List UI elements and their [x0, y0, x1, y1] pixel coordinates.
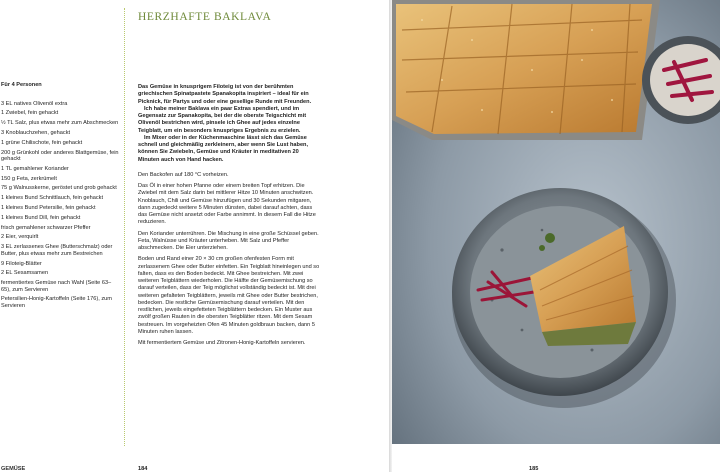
ingredient-item: 1 TL gemahlener Koriander: [1, 165, 69, 172]
method-step: Mit fermentiertem Gemüse und Zitronen-Honig-Kartoffeln servieren.: [138, 340, 306, 346]
ingredient-item: frisch gemahlener schwarzer Pfeffer: [1, 224, 91, 231]
page-number-left: 184: [138, 466, 148, 472]
ingredient-item: Petersilien-Honig-Kartoffeln (Seite 176), zum Servieren: [1, 296, 112, 310]
ingredient-item: 3 EL zerlassenes Ghee (Butterschmalz) oder Butter, plus etwas mehr zum Bestreichen: [1, 244, 113, 257]
ingredient-list: [1, 82, 119, 313]
ingredient-item: 1 kleines Bund Dill, fein gehackt: [1, 214, 81, 221]
ingredient-item: 1 Zwiebel, fein gehackt: [1, 110, 59, 117]
ingredient-item: 75 g Walnusskerne, geröstet und grob gehackt: [1, 185, 117, 192]
intro-paragraph: Das Gemüse in knusprigem Filoteig ist von der berühmten griechischen Spinatpastete Spanakopita inspiriert – ideal für ein Picknick, für Partys und oder eine gesellige Runde mit Freunden.: [138, 84, 312, 105]
ingredient-item: 1 grüne Chilischote, fein gehackt: [1, 139, 83, 146]
ingredient-item: 150 g Feta, zerkrümelt: [1, 175, 57, 182]
method-step: Das Öl in einer hohen Pfanne oder einem breiten Topf erhitzen. Die Zwiebel mit dem Salz darin bei mittlerer Hitze 10 Minuten anschwitzen. Knoblauch, Chili und Gemüse hinzufügen und 30 Sekunden mitgaren, dann zugedeckt weitere 5 Minuten dünsten, dabei darauf achten, dass das Gemüse nicht ansetzt oder Farbe annimmt. In diesem Fall die Hitze reduzieren.: [138, 183, 316, 226]
servings: Für 4 Personen: [1, 82, 42, 88]
chapter-footer: GEMÜSE: [1, 466, 26, 472]
intro-paragraph: Im Mixer oder in der Küchenmaschine lässt sich das Gemüse schnell und gleichmäßig zerkleinern, aber wenn Sie Lust haben, können Sie Zwiebeln, Gemüse und Kräuter in meditativen 20 Minuten auch von Hand hacken.: [138, 134, 309, 163]
baking-tray: [392, 0, 660, 140]
intro-paragraph: Ich habe meiner Baklava ein paar Extras spendiert, und im Gegensatz zur Spanakopita, bei der die oberste Teigschicht mit Olivenöl bestrichen wird, pinsele ich Ghee auf jedes einzelne Teigblatt, um ein besonders knuspriges Ergebnis zu erzielen.: [138, 105, 307, 134]
ingredient-item: 2 EL Sesamsamen: [1, 270, 49, 277]
method-step: Den Backofen auf 180 °C vorheizen.: [138, 171, 229, 178]
ingredient-item: 9 Filoteig-Blätter: [1, 260, 42, 267]
recipe-body: [138, 84, 320, 351]
baklava-photo: [392, 0, 720, 444]
page-number-right: 185: [529, 466, 539, 472]
recipe-title: HERZHAFTE BAKLAVA: [138, 11, 272, 23]
ingredient-item: 3 EL natives Olivenöl extra: [1, 100, 68, 107]
ingredient-item: 3 Knoblauchzehen, gehackt: [1, 129, 71, 136]
ingredient-item: 1 kleines Bund Petersilie, fein gehackt: [1, 205, 96, 211]
ingredient-item: 2 Eier, verquirlt: [1, 234, 39, 241]
ingredient-item: 1 kleines Bund Schnittlauch, fein gehackt: [1, 195, 103, 202]
method-step: Den Koriander unterrühren. Die Mischung in eine große Schüssel geben. Feta, Walnüsse und Kräuter unterheben. Mit Salz und Pfeffer abschmecken. Die Eier unterziehen.: [138, 230, 319, 251]
ingredient-item: fermentiertes Gemüse nach Wahl (Seite 63–65), zum Servieren: [1, 280, 112, 293]
ingredient-item: ½ TL Salz, plus etwas mehr zum Abschmecken: [1, 120, 119, 127]
method-step: Boden und Rand einer 20 × 30 cm großen ofenfesten Form mit zerlassenem Ghee oder Butter einfetten. Ein Teigblatt hineinlegen und so falten, dass es den Boden bedeckt. Mit Ghee bestreichen. Mit zwei weiteren Teigblättern wiederholen. Die Hälfte der Gemüsemischung so darauf verteilen, dass der Teig möglichst vollständig bedeckt ist. Mit drei weiteren gefalteten Teigblättern, jeweils mit Ghee oder Butter bestrichen, bedecken. Die restliche Gemüsemischung darauf verteilen. Mit den restlichen, jeweils eingefetteten Teigblättern bedecken. Ein Muster aus zwölf großen Rauten in die obersten Teigblätter ritzen. Mit dem Sesam bestreuen. Im vorgeheizten Ofen 45 Minuten goldbraun backen, dann 5 Minuten ruhen lassen.: [138, 256, 320, 335]
ingredient-item: 200 g Grünkohl oder anderes Blattgemüse, fein gehackt: [1, 149, 119, 163]
dotted-divider: [124, 8, 125, 446]
